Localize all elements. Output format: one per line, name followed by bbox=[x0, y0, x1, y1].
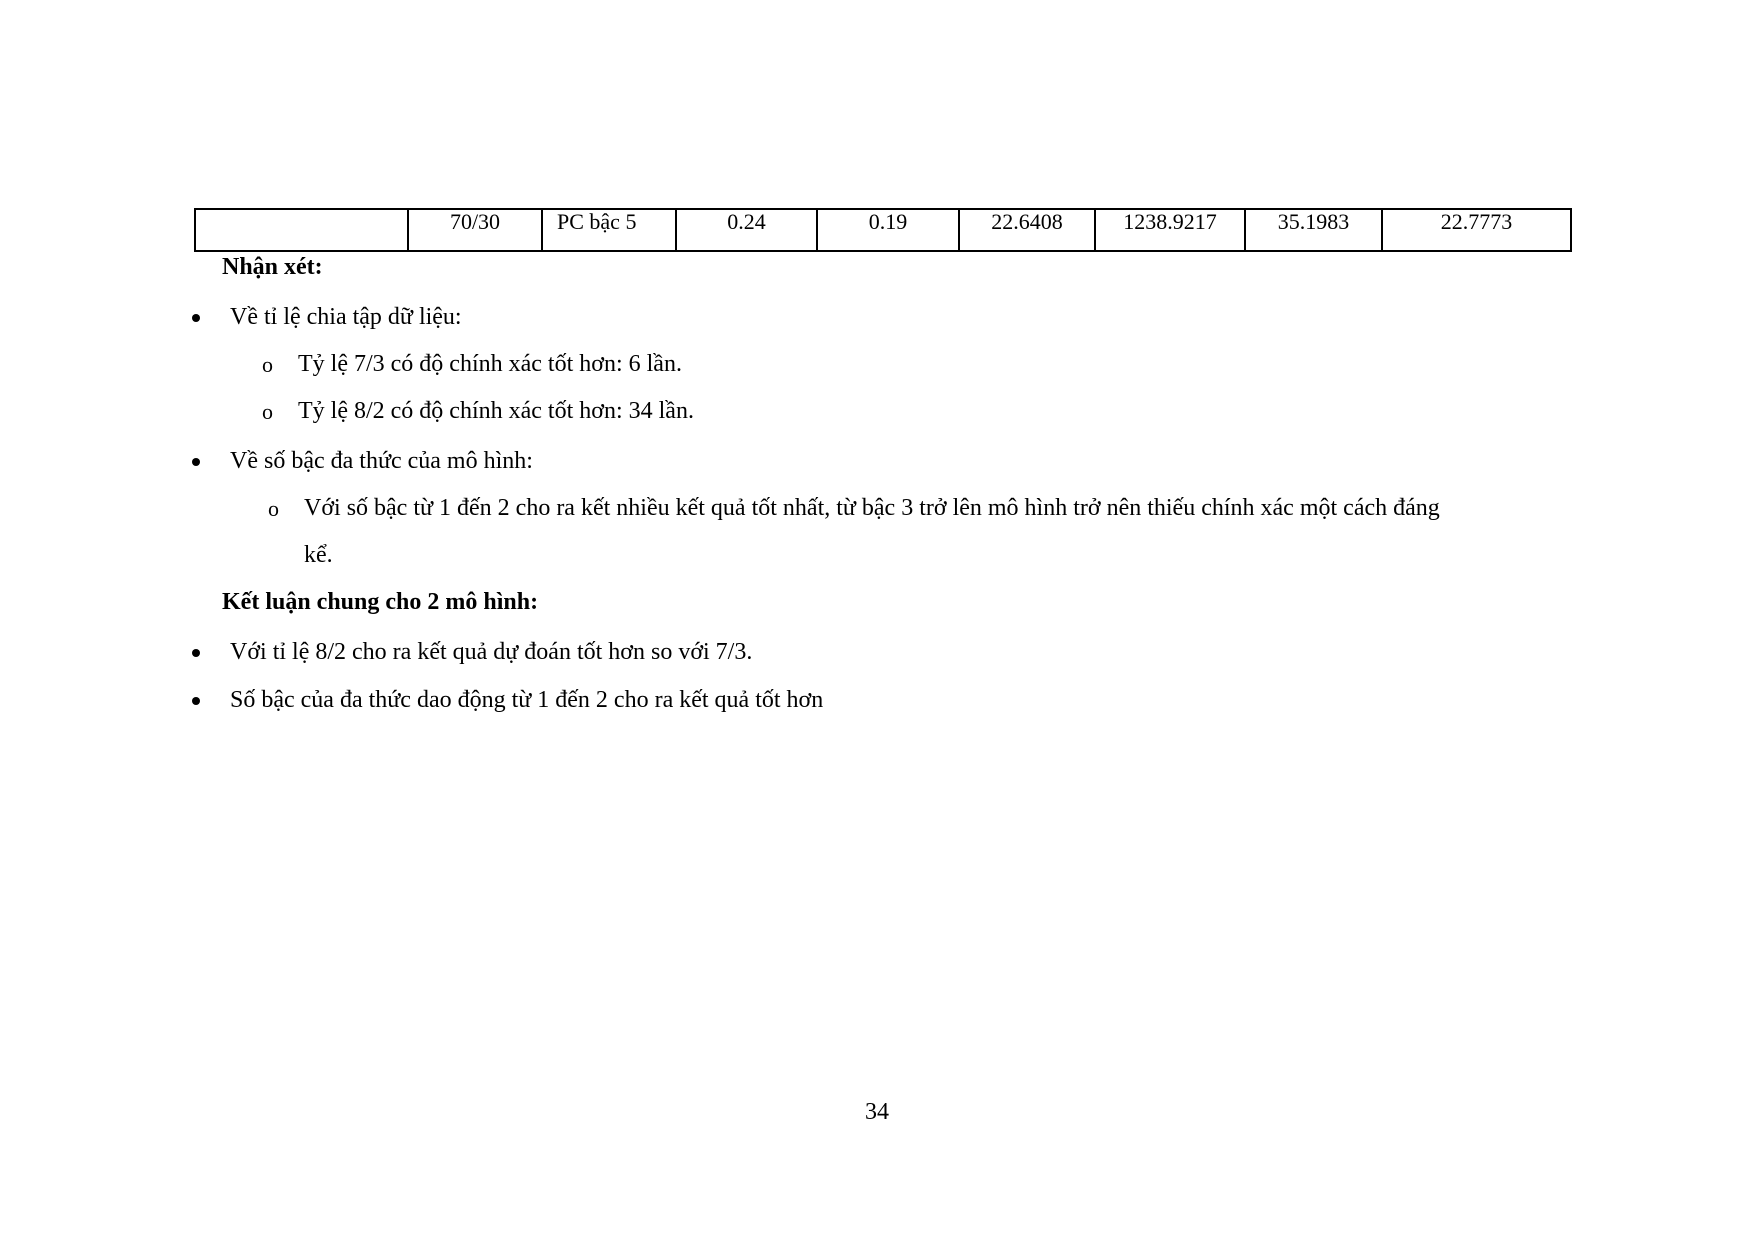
circle-bullet-icon: o bbox=[262, 399, 273, 424]
conclusion-item-degree: Số bậc của đa thức dao động từ 1 đến 2 cho ra kết quả tốt hơn bbox=[230, 687, 824, 713]
table-cell-value-1: 0.24 bbox=[676, 209, 817, 251]
table-row bbox=[195, 209, 1571, 251]
table-cell-value-6: 22.7773 bbox=[1382, 209, 1571, 251]
table-cell-method: PC bậc 5 bbox=[542, 209, 676, 251]
table-cell-value-2: 0.19 bbox=[817, 209, 959, 251]
remark-subitem-ratio-82: Tỷ lệ 8/2 có độ chính xác tốt hơn: 34 lần. bbox=[298, 398, 694, 424]
conclusion-heading: Kết luận chung cho 2 mô hình: bbox=[222, 589, 539, 615]
remark-subitem-degree-line1: Với số bậc từ 1 đến 2 cho ra kết nhiều kết quả tốt nhất, từ bậc 3 trở lên mô hình trở nên thiếu chính xác một cách đáng bbox=[304, 495, 1440, 521]
circle-bullet-icon: o bbox=[268, 496, 279, 521]
remark-subitem-ratio-73: Tỷ lệ 7/3 có độ chính xác tốt hơn: 6 lần. bbox=[298, 351, 682, 377]
bullet-icon bbox=[192, 314, 200, 322]
table-cell-value-3: 22.6408 bbox=[959, 209, 1095, 251]
bullet-icon bbox=[192, 458, 200, 466]
table-cell-value-5: 35.1983 bbox=[1245, 209, 1382, 251]
conclusion-item-ratio: Với tỉ lệ 8/2 cho ra kết quả dự đoán tốt hơn so với 7/3. bbox=[230, 639, 753, 665]
bullet-icon bbox=[192, 649, 200, 657]
table-cell-ratio: 70/30 bbox=[408, 209, 542, 251]
page-number: 34 bbox=[865, 1099, 889, 1125]
results-table bbox=[194, 208, 1572, 252]
remark-item-ratio: Về tỉ lệ chia tập dữ liệu: bbox=[230, 304, 462, 330]
remark-item-degree: Về số bậc đa thức của mô hình: bbox=[230, 448, 533, 474]
circle-bullet-icon: o bbox=[262, 352, 273, 377]
remark-subitem-degree-line2: kể. bbox=[304, 542, 333, 568]
bullet-icon bbox=[192, 697, 200, 705]
table-cell-value-4: 1238.9217 bbox=[1095, 209, 1245, 251]
remarks-heading: Nhận xét: bbox=[222, 254, 323, 280]
table-cell-model bbox=[195, 209, 408, 251]
